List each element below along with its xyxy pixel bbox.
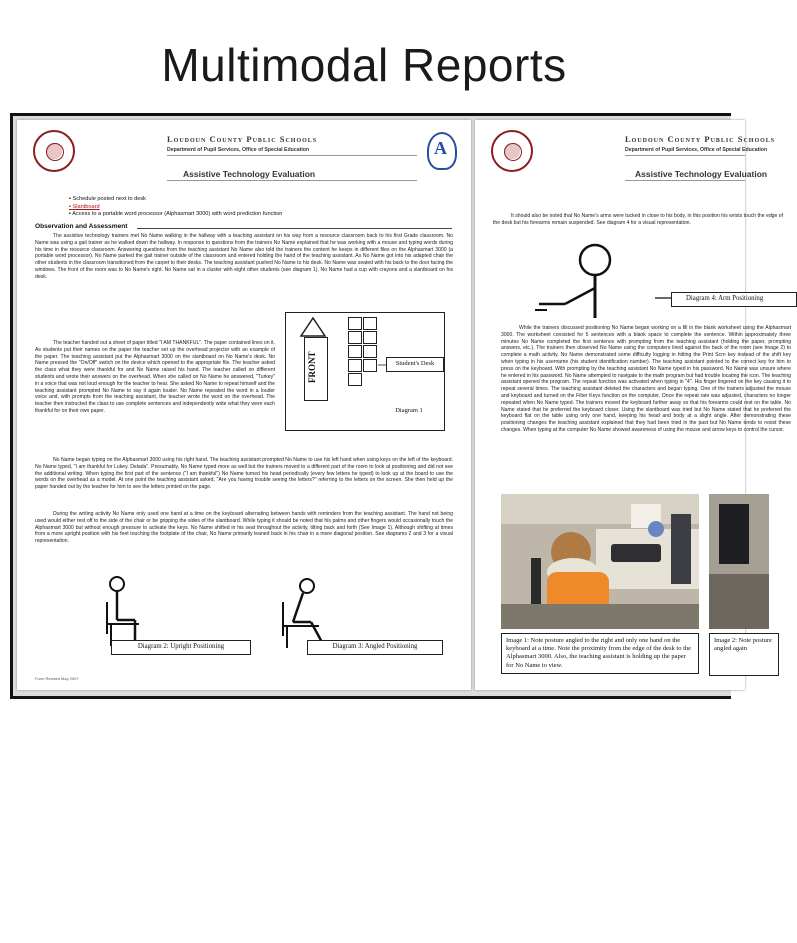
document-title: Assistive Technology Evaluation [635,169,768,179]
slide-title: Multimodal Reports [161,39,567,91]
diagram-1-caption: Diagram 1 [384,405,434,418]
section-heading: Observation and Assessment [35,223,128,230]
student-desk-label: Student's Desk [386,357,444,372]
diagram-3-caption: Diagram 3: Angled Positioning [307,640,443,655]
classroom-photo-2-image [709,494,769,629]
paragraph-1: It should also be noted that No Name's arms were tucked in close to his body, in this position his wrists touch the edge of the desk but his forearms remain suspended. See diagram 4 for a visual representation. [493,213,783,226]
classroom-photo-1 [501,494,699,629]
diagram-1-classroom [285,312,445,431]
diagram-4-caption: Diagram 4: Arm Positioning [671,292,797,307]
diagram-2-caption: Diagram 2: Upright Positioning [111,640,251,655]
assistive-tech-logo [427,132,457,170]
image-1-caption: Image 1: Note posture angled to the right and only one hand on the keyboard at a time. Note the proximity from the edge of the desk to the Alphasmart 3000. Also, the teaching assistant is holding up the paper for No Name to view. [501,633,699,674]
header-rule [625,155,745,156]
report-page-1 [17,120,471,690]
school-name: Loudoun County Public Schools [625,134,776,144]
document-title: Assistive Technology Evaluation [183,169,316,179]
section-rule [137,228,452,229]
header-rule [625,180,745,181]
paragraph-3: No Name began typing on the Alphasmart 3000 using his right hand. The teaching assistant prompted No Name to use his left hand when using keys on the left of the keyboard. No Name typed, "I am thankful for Lukey. Delada". Presumably, No Name typed more as well but the trainers moved to a different part of the room to look at positioning and did not see the additional writing. When typing the first part of the sentence ("I am thankful") No Name turned his head periodically (every few letters he typed) to look up at the board to use the words on the overhead as a model. At one point the teaching assistant asked, "Are you having trouble seeing the letters?" referring to the letters on the screen. She then held up the paper handed out by the teacher for him to see the letters printed on the page. [35,457,453,491]
department-name: Department of Pupil Services, Office of Special Education [625,147,768,153]
header-rule [167,155,417,156]
diagram-4-arm-figure [535,238,745,326]
list-item: ▪ Schedule posted next to desk [69,196,282,204]
school-name: Loudoun County Public Schools [167,134,318,144]
form-footer: Form Revised May 2007 [35,676,79,681]
school-seal-logo [33,130,75,172]
header-rule [167,180,417,181]
paragraph-1-intro: The assistive technology trainers met No Name walking in the hallway with a teaching assistant on his way from a resource classroom back to his first Grade classroom. No Name was using a gait trainer as he walked down the hallway. In response to questions from the trainers No Name explained that he was working with a mouse and typing words during his time in the resource classroom. Answering questions from the teaching assistant No Name also told the trainers the content he keeps in different files on the Alphasmart 3000 (a portable word processor). No Name parked the gait trainer outside of the classroom and entered holding the hand of the teaching assistant. As No Name got into his adapted chair the other students in the classroom transitioned from the carpet to their desks. The teaching assistant pushed No Name to his desk. No Name was seated with his back to the door facing the windows. The front of the room was to No Name's right. No Name sat in a cluster with eight other students (see diagram 1). No Name had a cup with crayons and a slantboard on his desk. [35,233,453,280]
paragraph-4: During the writing activity No Name only used one hand at a time on the keyboard alternating between hands with reminders from the teaching assistant. The hand not being used would either rest off to the side of the chair or be gripping the sides of the slantboard. While typing it should be noted that his palms and other fingers would occasionally touch the Alphasmart 3000 but without enough pressure to activate the keys. No Name shifted in his seat throughout the activity, tilting back and forth (See Image 1). Although shifting at times from a more upright position with his feet touching the footplate of the chair, No Name primarily leaned back in his chair in a more diagonal position. See diagrams 2 and 3 for a visual representation. [35,511,453,545]
department-name: Department of Pupil Services, Office of Special Education [167,147,310,153]
paragraph-2: The teacher handed out a sheet of paper titled "I AM THANKFUL". The paper contained lines on it. As students put their names on the paper the teacher set up the overhead projector with an example of the paper. The teaching assistant put the Alphasmart 3000 on the slantboard on No Name's desk. No Name pressed the "On/Off" switch on the device which opened to the appropriate file. The teacher asked the class what they were thankful for and No Name raised his hand. The teacher called on different students and wrote their answers on the overhead. When she called on No Name he answered, "Turkey" in a voice that was not loud enough for the teacher to hear. She asked No Name to repeat himself and the teaching assistant prompted No Name to say it again louder. No Name repeated the word in a louder voice and, with prompts from the teaching assistant, the teacher wrote the word on the overhead. The teacher then instructed the class to use complete sentences and independently write what they were each thankful for on their own paper. [35,340,275,414]
document-frame [10,113,791,699]
image-2-caption: Image 2: Note posture angled again [709,633,779,676]
classroom-photo-2 [709,494,769,629]
classroom-photo-1-image [501,494,699,629]
recommendation-list [69,196,282,219]
paragraph-2: While the trainers discussed positioning No Name began working on a fill in the blank worksheet using the Alphasmart 3000. The worksheet consisted for 5 sentences with a blank space to complete the sentence. Within approximately three minutes No Name completed the first sentence with prompting from the teaching assistant (holding the paper, prompting answers, etc.). The trainers then observed No Name using the computers lined against the back of the room (see Image 2) to complete a math activity. No Name demonstrated some difficulty logging in hitting the Print Scrn key instead of the shift key when typing in his username (his student identification number). The teaching assistant pointed to the correct key for him to press on the keyboard. With prompting by the teaching assistant No Name typed in his password. No Name was unsure where he entered in his password. No Name attempted to navigate to the math program but had trouble locating the icon. The teaching assistant opened the program. The repeat function was activated when typing in "4". His finger lingered on the key causing it to repeat several times. The teaching assistant deleted the characters and began typing. One of the trainers adjusted the mouse and keyboard and turned on the Filter Keys function on the computer. Once the repeat rate was adjusted, characters no longer repeated when No Name typed. The trainers moved the keyboard further away so that his forearms could rest on the table. No Name stated that he preferred the keyboard closer. Using the slantboard was tried but No Name stated that he preferred the keyboard flat on the table using only one hand, keeping his head and body at a slight angle. After demonstrating these positioning changes the teaching assistant explained that they had been tried in the past but No Name tends to resist these changes. When typing at the computer No Name showed awareness of using the mouse and arrow keys to control the cursor. [501,325,791,433]
school-seal-logo [491,130,533,172]
front-label: FRONT [307,351,317,383]
report-page-2 [475,120,791,690]
list-item: ▪ Access to a portable word processor (Alphasmart 3000) with word prediction function [69,211,282,219]
list-item: ▪ Slantboard [69,204,282,212]
